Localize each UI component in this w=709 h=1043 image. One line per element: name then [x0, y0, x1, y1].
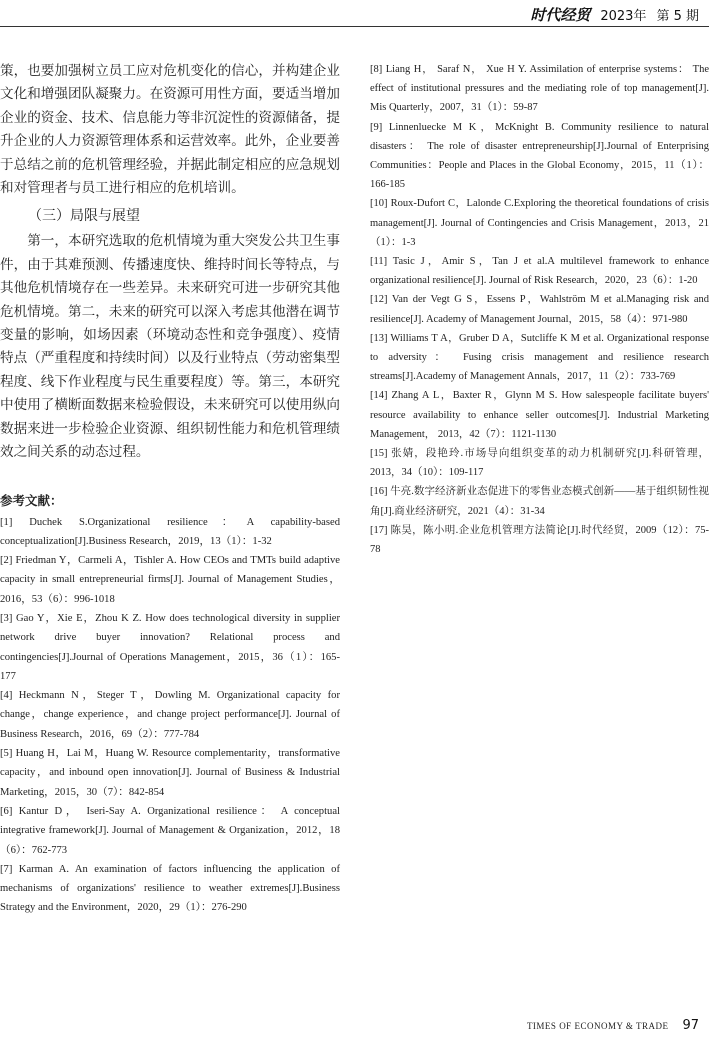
reference-item: [2] Friedman Y，Carmeli A，Tishler A. How CEOs and TMTs build adaptive capacity in small entrepreneurial firms[J]. Journal of Management Studies， 2016，53（6）：996-1018: [0, 555, 340, 605]
reference-item: [17] 陈昊，陈小明.企业危机管理方法简论[J].时代经贸，2009（12）：75-78: [370, 524, 709, 556]
reference-item: [12] Van der Vegt G S，Essens P，Wahlström M et al.Managing risk and resilience[J]. Academy of Management Journal，2015，58（4）：971-980: [370, 294, 709, 325]
reference-item: [13] Williams T A，Gruber D A，Sutcliffe K M et al. Organizational response to adversity： Fusing crisis management and resilience research streams[J].Academy of Management Annals，2017，11（2）：733-769: [370, 332, 709, 383]
reference-item: [8] Liang H， Saraf N， Xue H Y. Assimilation of enterprise systems： The effect of institutional pressures and the mediating role of top management[J]. Mis Quarterly，2007，31（1）：59-87: [370, 64, 709, 114]
issue-year: 2023年: [600, 9, 647, 24]
subsection-title: （三）局限与展望: [28, 208, 140, 225]
header-info: [530, 4, 699, 25]
reference-item: [5] Huang H，Lai M，Huang W. Resource complementarity，transformative capacity，and inbound open innovation[J]. Journal of Business & Industrial Marketing，2015，30（7）：842-854: [0, 748, 340, 798]
reference-item: [1] Duchek S.Organizational resilience：A capability-based conceptualization[J].Business Research，2019，13（1）：1-32: [0, 516, 340, 547]
reference-item: [14] Zhang A L，Baxter R，Glynn M S. How salespeople facilitate buyers' resource availability to enhance seller outcomes[J]. Industrial Marketing Management， 2013，42（7）：1121-1130: [370, 390, 709, 440]
footer-journal-name: TIMES OF ECONOMY & TRADE: [526, 1021, 669, 1031]
page-number: 97: [682, 1018, 699, 1033]
page-header: [0, 0, 709, 27]
right-column: [370, 60, 709, 559]
page-footer: [527, 1018, 699, 1033]
reference-item: [16] 牛亮.数字经济新业态促进下的零售业态模式创新——基于组织韧性视角[J].商业经济研究，2021（4）：31-34: [370, 486, 709, 517]
issue-number: 第 5 期: [656, 9, 699, 24]
body-paragraph-1: 策，也要加强树立员工应对危机变化的信心，并构建企业文化和增强团队凝聚力。在资源可用性方面，要适当增加企业的资金、技术、信息能力等非沉淀性的资源储备，提升企业的人力资源管理体系和运营效率。此外，企业要善于总结之前的危机管理经验，并据此制定相应的应急规划和对管理者与员工进行相应的危机培训。: [0, 63, 340, 197]
reference-item: [6] Kantur D， Iseri-Say A. Organizational resilience： A conceptual integrative framework[J]. Journal of Management & Organization，2012，18（6）：762-773: [0, 805, 340, 856]
reference-item: [15] 张婧，段艳玲.市场导向组织变革的动力机制研究[J].科研管理， 2013，34（10）：109-117: [370, 448, 709, 479]
body-paragraph-2: 第一，本研究选取的危机情境为重大突发公共卫生事件，由于其难预测、传播速度快、维持时间长等特点，与其他危机情境存在一些差异。未来研究可进一步研究其他危机情境。第二，未来的研究可以深入考虑其他潜在调节变量的影响，如场因素（环境动态性和竞争强度）、疫情特点（严重程度和持续时间）以及行业特点（劳动密集型程度、线下作业程度与民生重要程度）等。第三，本研究中使用了横断面数据来检验假设，未来研究可以使用纵向数据来进一步检验企业资源、组织韧性能力和危机管理绩效之间关系的动态过程。: [0, 233, 340, 461]
reference-item: [4] Heckmann N，Steger T，Dowling M. Organizational capacity for change，change experience，and change project performance[J]. Journal of Business Research，2016，69（2）：777-784: [0, 690, 340, 740]
references-heading: 参考文献：: [0, 492, 63, 508]
journal-logo: 时代经贸: [530, 6, 591, 24]
reference-item: [10] Roux-Dufort C，Lalonde C.Exploring the theoretical foundations of crisis management[J]. Journal of Contingencies and Crisis Management，2013，21（1）：1-3: [370, 198, 709, 248]
reference-item: [11] Tasic J，Amir S，Tan J et al.A multilevel framework to enhance organizational resilience[J]. Journal of Risk Research，2020，23（6）：1-20: [370, 256, 709, 287]
left-column: [0, 60, 340, 918]
reference-item: [9] Linnenluecke M K，McKnight B. Community resilience to natural disasters： The role of disaster entrepreneurship[J].Journal of Enterprising Communities：People and Places in the Global Economy，2015，11（1）：166-185: [370, 121, 709, 191]
reference-item: [3] Gao Y，Xie E，Zhou K Z. How does technological diversity in supplier network drive buyer innovation? Relational process and contingencies[J].Journal of Operations Management，2015，36（1）：165-177: [0, 612, 340, 682]
reference-item: [7] Karman A. An examination of factors influencing the application of mechanisms of organizations' resilience to weather extremes[J].Business Strategy and the Environment，2020，29（1）：276-290: [0, 863, 340, 914]
